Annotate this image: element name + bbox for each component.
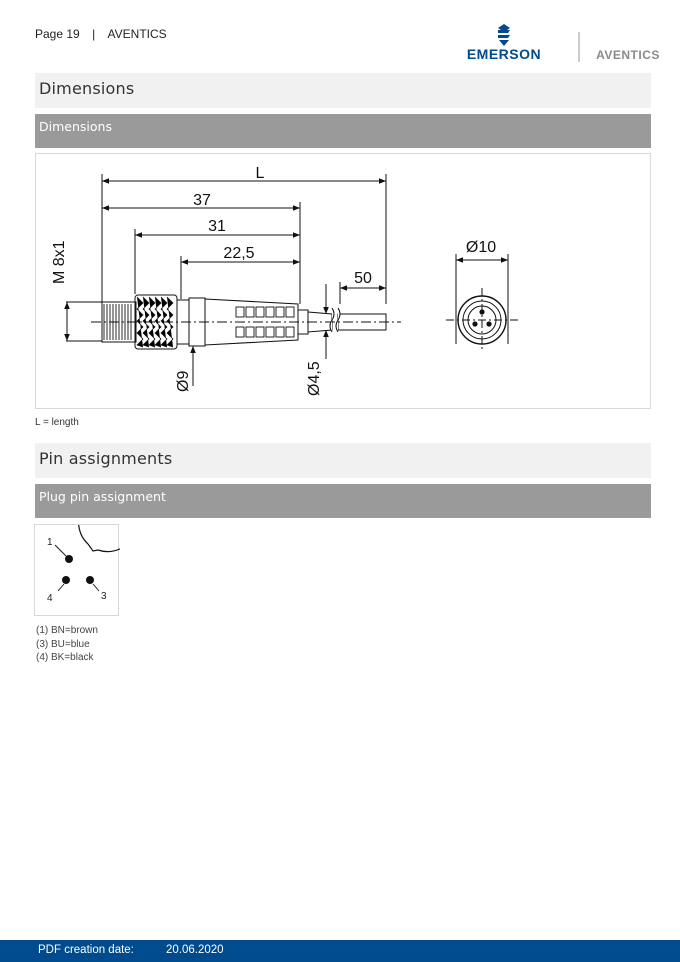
- brand-logos: [466, 22, 666, 66]
- footer-bar: [0, 940, 680, 962]
- subsection-title-dimensions: Dimensions: [35, 114, 651, 148]
- footer-label: PDF creation date:: [38, 944, 134, 956]
- emerson-logo: [467, 24, 541, 62]
- pin-diagram-svg: [35, 525, 120, 617]
- section-title-pins: Pin assignments: [35, 443, 651, 478]
- dim-label-L: L: [255, 165, 265, 182]
- dim-label-22-5: 22,5: [223, 245, 255, 262]
- subsection-title-plug-pins: Plug pin assignment: [35, 484, 651, 518]
- pin-label-1: 1: [47, 537, 53, 548]
- wire-item: (1) BN=brown: [36, 625, 98, 636]
- page-label: Page: [35, 27, 64, 41]
- header-separator: |: [92, 27, 96, 41]
- svg-text:AVENTICS: AVENTICS: [596, 48, 660, 62]
- dia-9-label: Ø9: [175, 370, 192, 392]
- page-header: [35, 27, 167, 41]
- footer-date: 20.06.2020: [166, 944, 224, 956]
- svg-text:EMERSON: EMERSON: [466, 46, 542, 62]
- dimension-drawing: [35, 153, 651, 409]
- dim-label-37: 37: [193, 192, 211, 209]
- section-title-dimensions: Dimensions: [35, 73, 651, 108]
- thread-label: M 8x1: [51, 240, 68, 284]
- length-note: L = length: [35, 417, 79, 428]
- dim-label-50: 50: [354, 270, 372, 287]
- header-brand: AVENTICS: [107, 27, 167, 41]
- page-number: 19: [66, 27, 80, 41]
- wire-item: (4) BK=black: [36, 652, 94, 663]
- dia-10-label: Ø10: [465, 239, 497, 256]
- dia-4-5-label: Ø4,5: [306, 361, 323, 396]
- connector-drawing: [36, 154, 652, 410]
- dim-label-31: 31: [208, 218, 226, 235]
- pin-label-3: 3: [101, 591, 107, 602]
- pin-label-4: 4: [47, 593, 53, 604]
- pin-diagram: [34, 524, 119, 616]
- wire-color-list: [36, 624, 98, 665]
- aventics-logo: [596, 48, 660, 62]
- wire-item: (3) BU=blue: [36, 638, 90, 650]
